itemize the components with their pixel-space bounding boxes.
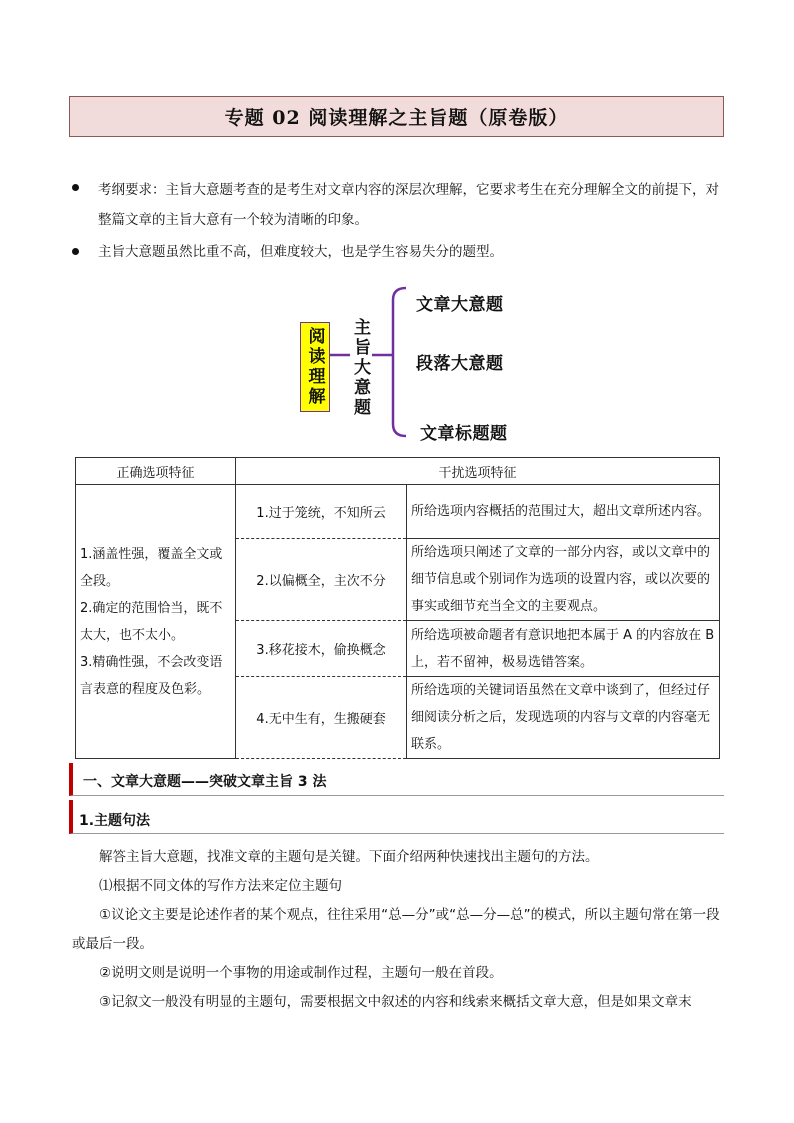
table-header: 干扰选项特征	[236, 458, 720, 485]
distractor-name: 4.无中生有，生搬硬套	[236, 677, 407, 759]
table-header-row	[76, 458, 720, 485]
paragraph: ①议论文主要是论述作者的某个观点，往往采用“总—分”或“总—分—总”的模式，所以主题句常在第一段或最后一段。	[72, 907, 720, 952]
correct-line: 2.确定的范围恰当，既不	[80, 600, 223, 616]
correct-line: 3.精确性强，不会改变语	[80, 654, 223, 670]
distractor-desc: 所给选项被命题者有意识地把本属于 A 的内容放在 B 上，若不留神，极易选错答案。	[407, 621, 720, 677]
brace-icon	[393, 288, 406, 436]
correct-line: 全段。	[80, 573, 120, 589]
mindmap-leaf: 文章标题题	[420, 424, 508, 444]
distractor-desc: 所给选项只阐述了文章的一部分内容，或以文章中的细节信息或个别词作为选项的设置内容，或以次要的事实或细节充当全文的主要观点。	[407, 539, 720, 621]
distractor-name: 2.以偏概全，主次不分	[236, 539, 407, 621]
section-heading	[69, 763, 724, 796]
bullet-text: 考纲要求：主旨大意题考查的是考生对文章内容的深层次理解，它要求考生在充分理解全文的前提下，对整篇文章的主旨大意有一个较为清晰的印象。	[98, 182, 719, 228]
options-feature-table	[75, 457, 720, 759]
mindmap-root	[300, 322, 330, 412]
correct-line: 言表意的程度及色彩。	[80, 681, 211, 697]
subsection-heading	[69, 800, 724, 834]
mindmap-center-label: 主旨大意题	[350, 318, 370, 418]
distractor-name: 3.移花接木，偷换概念	[236, 621, 407, 677]
distractor-name: 1.过于笼统，不知所云	[236, 485, 407, 539]
subsection-heading-text: 1.主题句法	[79, 813, 151, 829]
mindmap-root-label: 阅读理解	[304, 327, 325, 407]
correct-line: 太大，也不太小。	[80, 627, 185, 643]
distractor-desc: 所给选项内容概括的范围过大，超出文章所述内容。	[407, 485, 720, 539]
section-heading-text: 一、文章大意题——突破文章主旨 3 法	[83, 774, 327, 790]
mindmap-leaf: 文章大意题	[416, 295, 504, 315]
bullet-text: 主旨大意题虽然比重不高，但难度较大，也是学生容易失分的题型。	[98, 244, 503, 260]
paragraph: ②说明文则是说明一个事物的用途或制作过程，主题句一般在首段。	[99, 965, 503, 981]
correct-line: 1.涵盖性强，覆盖全文或	[80, 546, 223, 562]
correct-features-cell	[76, 485, 236, 759]
paragraph: 解答主旨大意题，找准文章的主题句是关键。下面介绍两种快速找出主题句的方法。	[99, 849, 599, 865]
page-title: 专题 02 阅读理解之主旨题（原卷版）	[224, 107, 569, 129]
table-header: 正确选项特征	[76, 458, 236, 485]
paragraph: ③记叙文一般没有明显的主题句，需要根据文中叙述的内容和线索来概括文章大意，但是如果文章末	[99, 994, 692, 1010]
table-row	[76, 485, 720, 539]
distractor-desc: 所给选项的关键词语虽然在文章中谈到了，但经过仔细阅读分析之后，发现选项的内容与文章的内容毫无联系。	[407, 677, 720, 759]
paragraph: ⑴根据不同文体的写作方法来定位主题句	[99, 878, 342, 894]
mindmap-leaf: 段落大意题	[416, 354, 504, 374]
